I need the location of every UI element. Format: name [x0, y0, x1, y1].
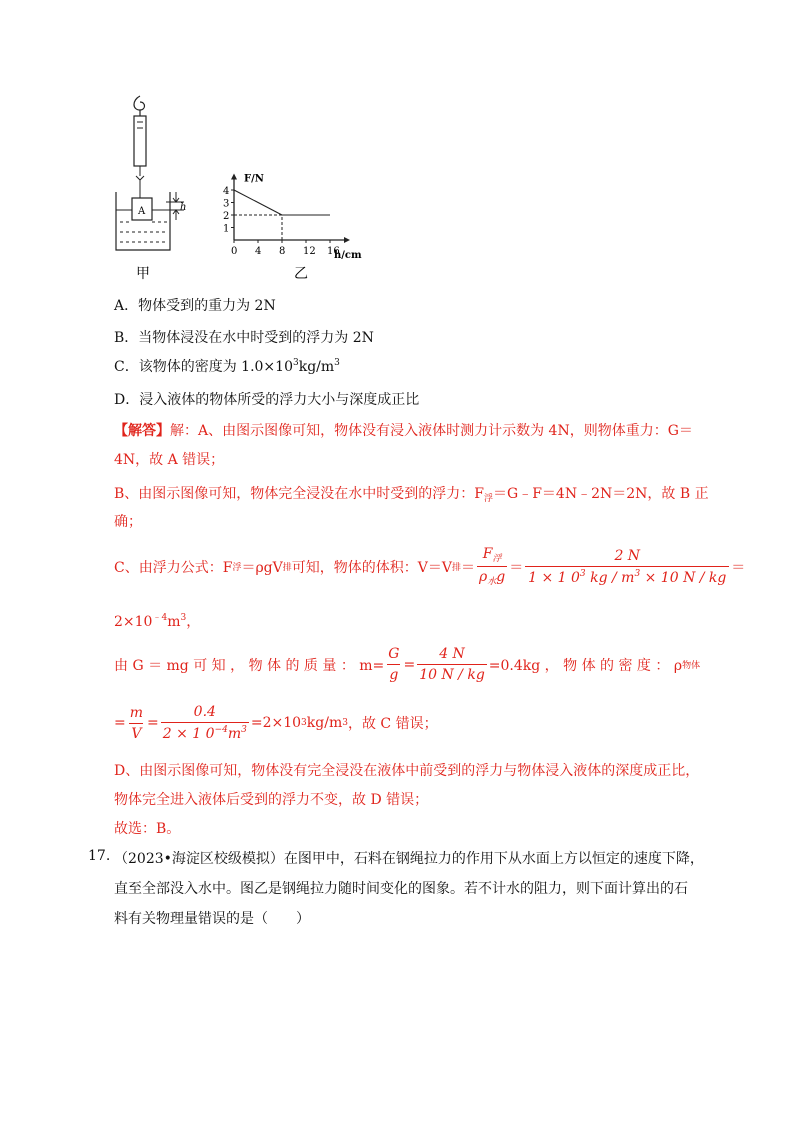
answer-text-6-tail: ， [186, 614, 201, 630]
answer-line-10: 物体完全进入液体后受到的浮力不变，故 D 错误； [114, 792, 429, 808]
fraction-density: $\frac{0.4}{2 \times 1 0^{-4}m^3}$ [162, 704, 247, 742]
fraction-f-over-rho-g: $\frac{F_浮}{\rho_水g}$ [479, 546, 506, 587]
series-segment [234, 190, 282, 215]
answer-tag: 【解答】 [114, 423, 170, 439]
answer-text-6: 2×10 [114, 614, 153, 630]
x-tick-label: 0 [231, 246, 238, 257]
sub-fu: 浮 [484, 494, 494, 504]
fraction-m-over-v: $\frac{m}{V}$ [129, 704, 144, 742]
figure-yi-caption: 乙 [294, 266, 308, 282]
question-17-line-1: （2023•海淀区校级模拟）在图甲中，石料在钢绳拉力的作用下从水面上方以恒定的速度下降， [114, 851, 704, 867]
x-axis-arrow [344, 237, 350, 243]
h-label: h [180, 202, 187, 213]
answer-text-3: B、由图示图像可知，物体完全浸没在水中时受到的浮力：F [114, 486, 485, 502]
sub-wuti: 物体 [682, 661, 701, 671]
answer-line-11: 故选：B。 [114, 821, 181, 837]
unit-density: kg/m [306, 715, 343, 731]
answer-line-3 [114, 483, 709, 504]
option-c: C．该物体的密度为 $1.0\times 10^3kg/m^3$ [114, 358, 340, 375]
x-tick-label: 12 [303, 246, 316, 257]
answer-line-9: D、由图示图像可知，物体没有完全浸没在液体中前受到的浮力与物体浸入液体的深度成正比， [114, 763, 700, 779]
answer-text-5a: C、由浮力公式：F [114, 559, 233, 576]
y-axis-label: F/N [244, 173, 264, 185]
answer-text-8-end: ，故 C 错误； [347, 716, 438, 732]
y-tick-label: 3 [223, 198, 230, 210]
sub-fu-2: 浮 [232, 563, 242, 573]
x-axis-label: h/cm [334, 250, 362, 261]
exp-neg4: ﹣4 [152, 613, 168, 623]
question-17-line-2: 直至全部没入水中。图乙是钢绳拉力随时间变化的图象。若不计水的阻力，则下面计算出的石 [114, 881, 688, 897]
question-17-number: 17. [88, 848, 111, 864]
sub-pai-2: 排 [452, 563, 462, 573]
figure-jia [110, 92, 190, 287]
answer-line-6: $2\times 10^{﹣4}m^3$， [114, 613, 201, 630]
answer-text-8: =2×10 [250, 715, 302, 731]
option-b: B．当物体浸没在水中时受到的浮力为 2N [114, 330, 374, 346]
block-label: A [138, 206, 146, 217]
answer-text-3b: ＝G﹣F＝4N﹣2N＝2N，故 B 正 [493, 486, 709, 502]
answer-text-1: 解：A、由图示图像可知，物体没有浸入液体时测力计示数为 4N，则物体重力：G＝ [170, 423, 693, 439]
answer-line-2: 4N，故 A 错误； [114, 452, 225, 468]
fraction-volume: $\frac{2 N}{1 \times 1 0^3 kg / m^3 \times 10 N / kg}$ [525, 548, 729, 586]
option-c-text: C．该物体的密度为 1.0×10 [114, 359, 293, 375]
y-tick-label: 1 [223, 223, 230, 235]
answer-text-5c: 可知，物体的体积：V＝V [291, 559, 453, 576]
x-tick-label: 16 [327, 246, 340, 257]
option-d: D．浸入液体的物体所受的浮力大小与深度成正比 [114, 392, 420, 408]
answer-line-5: C、由浮力公式：F 浮 ＝ρgV 排 可知，物体的体积：V＝V 排 ＝ $\frac{F_浮}{\rho_水g}$ ＝ $\frac{2 N}{1 \times 1 0^3 kg / m^3 \times 10 N / kg}$ ＝ [114, 546, 746, 587]
x-tick-label: 4 [255, 246, 262, 257]
option-a: A．物体受到的重力为 2N [114, 298, 276, 314]
sub-pai: 排 [282, 563, 292, 573]
y-tick-label: 4 [223, 186, 230, 197]
answer-text-5b: ＝ρgV [241, 559, 283, 576]
y-axis-arrow [231, 174, 237, 180]
unit-m: m [167, 614, 181, 630]
answer-line-8: = $\frac{m}{V}$ = $\frac{0.4}{2 \times 1 0^{-4}m^3}$ =2×10 3 kg/m 3 ，故 C 错误； [114, 704, 438, 742]
y-tick-label: 2 [223, 211, 230, 222]
answer-line-7: 由 G ＝ mg 可 知 ， 物 体 的 质 量 ： m= $\frac{G}{g}$ = $\frac{4 N}{10 N / kg}$ =0.4kg ， 物 体 的 密 度 ： ρ 物体 [114, 646, 701, 683]
figure-yi-chart [222, 148, 372, 288]
answer-text-7b: =0.4kg ， 物 体 的 密 度 ： ρ [488, 657, 683, 674]
answer-line-1 [114, 420, 693, 440]
figure-jia-caption: 甲 [136, 266, 150, 282]
answer-text-7a: 由 G ＝ mg 可 知 ， 物 体 的 质 量 ： m= [114, 657, 385, 674]
answer-line-4: 确； [114, 514, 142, 530]
question-17-line-3: 料有关物理量错误的是（ ） [114, 911, 310, 927]
fraction-mass: $\frac{4 N}{10 N / kg}$ [419, 646, 485, 683]
option-c-unit: kg/m [298, 359, 335, 375]
x-tick-label: 8 [279, 246, 286, 257]
fraction-g-over-g: $\frac{G}{g}$ [388, 646, 400, 683]
